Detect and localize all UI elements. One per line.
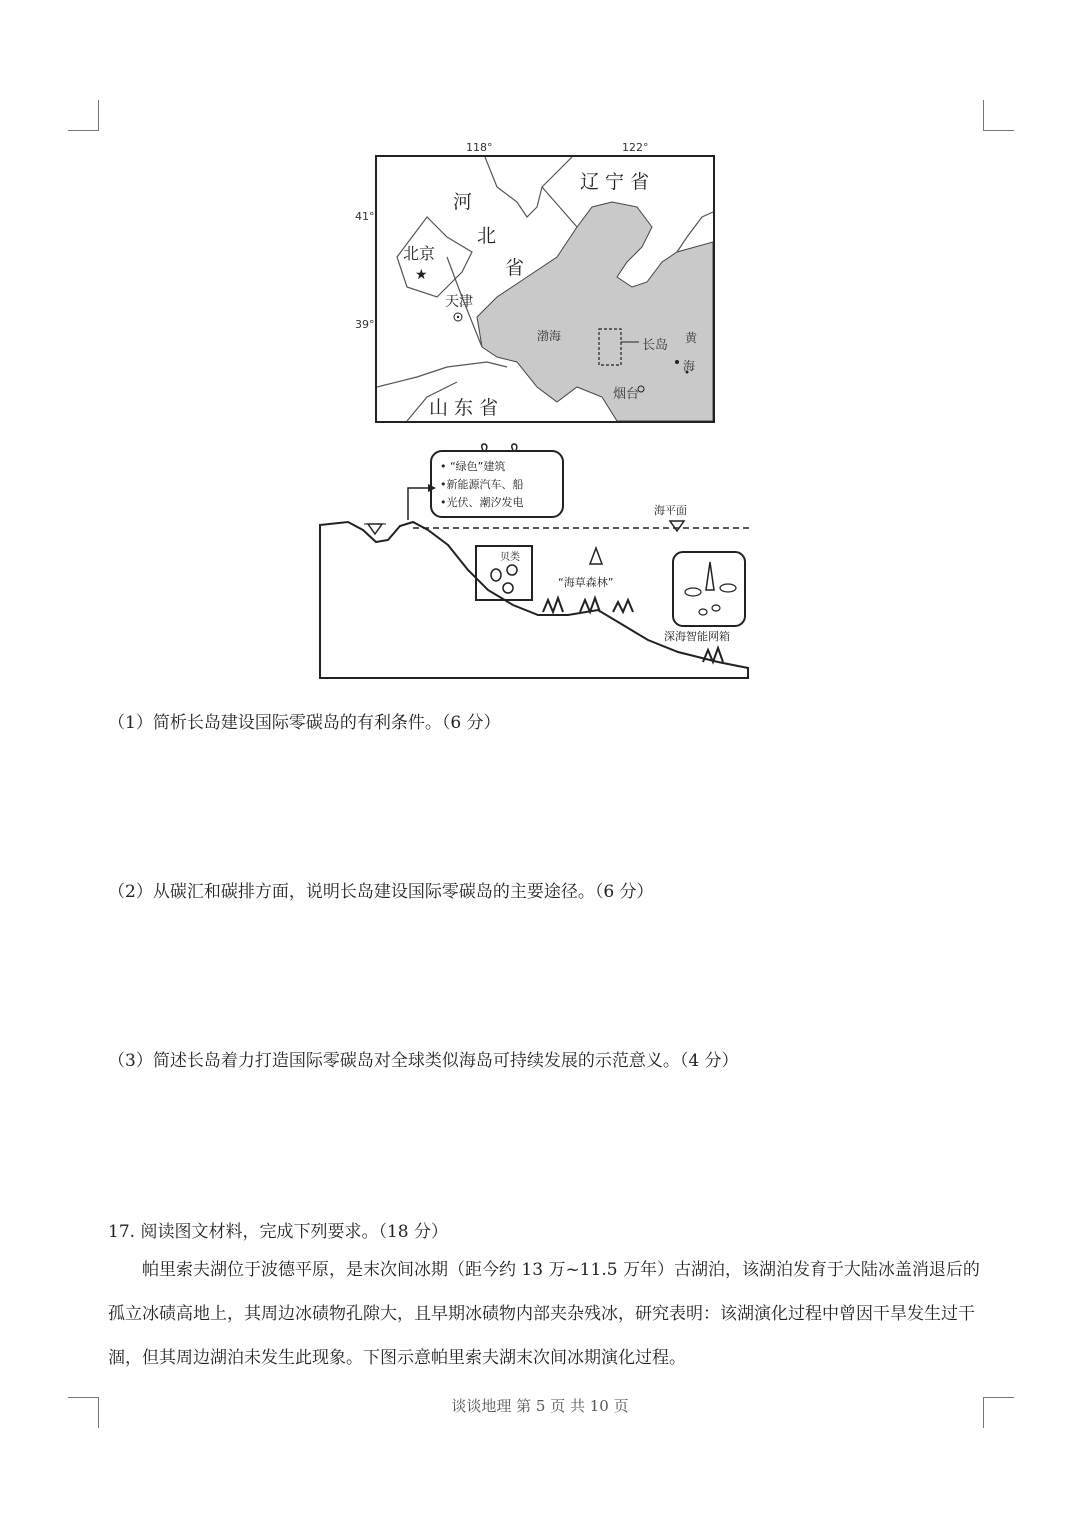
question-17-material: 帕里索夫湖位于波德平原，是末次间冰期（距今约 13 万~11.5 万年）古湖泊，该湖泊发育于大陆冰盖消退后的孤立冰碛高地上，其周边冰碛物孔隙大，且早期冰碛物内部夹杂残冰，研究表明：该湖演化过程中曾因干旱发生过干涸，但其周边湖泊未发生此现象。下图示意帕里索夫湖末次间冰期演化过程。 [108, 1260, 980, 1368]
label-yantai: 烟台 [613, 387, 640, 402]
crop-mark-top-right [983, 100, 1014, 131]
label-bei: 北 [477, 225, 497, 247]
label-changdao: 长岛 [642, 338, 669, 353]
map-graphic [377, 157, 713, 421]
label-bohai: 渤海 [537, 329, 562, 343]
label-sheng: 省 [505, 257, 525, 279]
low-carbon-measures-box [430, 450, 564, 518]
label-hai: 海 [683, 359, 696, 373]
label-beijing: 北京 [403, 244, 436, 263]
label-tianjin: 天津 [445, 294, 473, 310]
label-shandong: 山 东 省 [429, 397, 499, 419]
label-kelp-forest: “海草森林” [558, 576, 614, 589]
lon-tick-122: 122° [622, 141, 649, 154]
measure-item: •光伏、潮汐发电 [440, 496, 524, 509]
lat-tick-39: 39° [355, 318, 375, 331]
bohai-region-map [375, 155, 715, 423]
question-3: （3）简述长岛着力打造国际零碳岛对全球类似海岛可持续发展的示范意义。（4 分） [108, 1051, 739, 1071]
label-huang: 黄 [685, 331, 698, 345]
measure-item: •新能源汽车、船 [440, 478, 524, 491]
label-shellfish: 贝类 [500, 552, 520, 563]
lat-tick-41: 41° [355, 210, 375, 223]
lon-tick-118: 118° [466, 141, 493, 154]
zero-carbon-diagram [318, 440, 758, 680]
label-sea-level: 海平面 [654, 504, 687, 517]
page-footer: 谈谈地理 第 5 页 共 10 页 [451, 1397, 629, 1415]
question-1: （1）简析长岛建设国际零碳岛的有利条件。（6 分） [108, 713, 501, 733]
measure-item: • “绿色”建筑 [440, 460, 506, 473]
label-he: 河 [453, 191, 473, 213]
svg-text:★: ★ [415, 267, 428, 283]
crop-mark-top-left [68, 100, 99, 131]
label-liaoning: 辽 宁 省 [580, 171, 650, 193]
question-17-heading: 17. 阅读图文材料，完成下列要求。（18 分） [108, 1222, 448, 1242]
question-2: （2）从碳汇和碳排方面，说明长岛建设国际零碳岛的主要途径。（6 分） [108, 882, 654, 902]
label-smart-box: 深海智能网箱 [664, 630, 730, 643]
